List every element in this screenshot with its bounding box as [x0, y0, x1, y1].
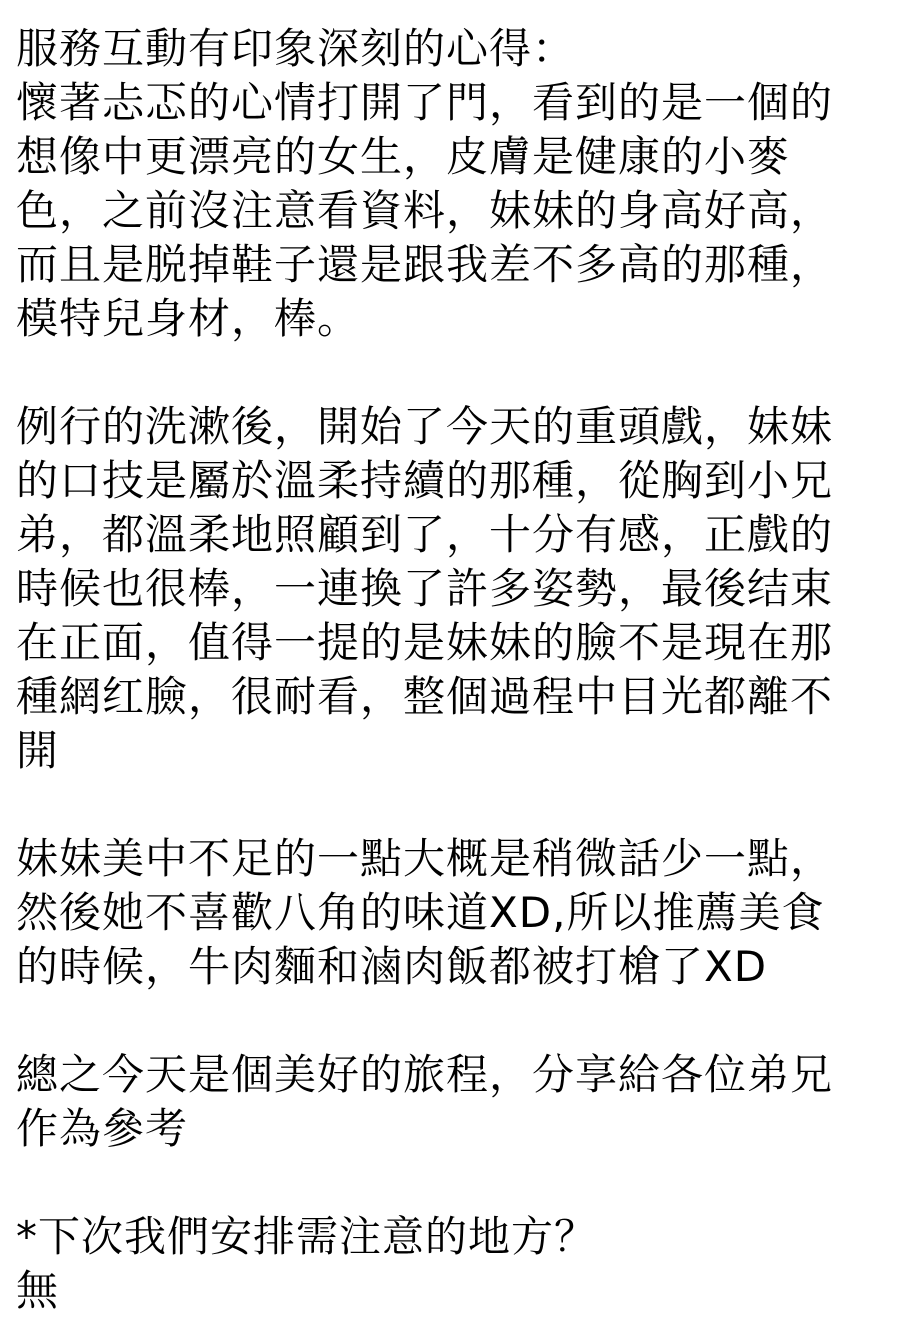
text-line: 作為參考: [16, 1104, 189, 1153]
text-line: 開: [16, 726, 60, 775]
review-document: [16, 22, 888, 1318]
text-line: 妹妹美中不足的一點大概是稍微話少一點，: [16, 834, 834, 883]
paragraph-service: [16, 400, 888, 778]
question-line: *下次我們安排需注意的地方？: [16, 1212, 598, 1261]
text-line: 總之今天是個美好的旅程，分享給各位弟兄: [16, 1050, 834, 1099]
text-line: 在正面，值得一提的是妹妹的臉不是現在那: [16, 618, 834, 667]
text-line: 例行的洗漱後，開始了今天的重頭戲，妹妹: [16, 402, 834, 451]
text-line: 然後她不喜歡八角的味道XD,所以推薦美食: [16, 888, 825, 937]
paragraph-first-impression: [16, 76, 888, 346]
text-line: 的時候，牛肉麵和滷肉飯都被打槍了XD: [16, 942, 768, 991]
heading-line: 服務互動有印象深刻的心得：: [16, 24, 576, 73]
text-line: 種網红臉，很耐看，整個過程中目光都離不: [16, 672, 834, 721]
text-line: 弟，都溫柔地照顧到了，十分有感，正戲的: [16, 510, 834, 559]
text-line: 而且是脱掉鞋子還是跟我差不多高的那種，: [16, 240, 834, 289]
text-line: 模特兒身材，棒。: [16, 294, 361, 343]
paragraph-spacer: [16, 994, 888, 1048]
paragraph-spacer: [16, 1156, 888, 1210]
text-line: 的口技是屬於溫柔持續的那種，從胸到小兄: [16, 456, 834, 505]
text-line: 想像中更漂亮的女生，皮膚是健康的小麥: [16, 132, 791, 181]
paragraph-shortcomings: [16, 832, 888, 994]
text-line: 懷著忐忑的心情打開了門，看到的是一個的: [16, 78, 834, 127]
paragraph-summary: [16, 1048, 888, 1156]
text-line: 時候也很棒，一連換了許多姿勢，最後结束: [16, 564, 834, 613]
answer-line: 無: [16, 1266, 60, 1315]
paragraph-next-time: [16, 1210, 888, 1318]
paragraph-spacer: [16, 778, 888, 832]
text-line: 色，之前沒注意看資料，妹妹的身高好高，: [16, 186, 834, 235]
heading: [16, 22, 888, 76]
paragraph-spacer: [16, 346, 888, 400]
